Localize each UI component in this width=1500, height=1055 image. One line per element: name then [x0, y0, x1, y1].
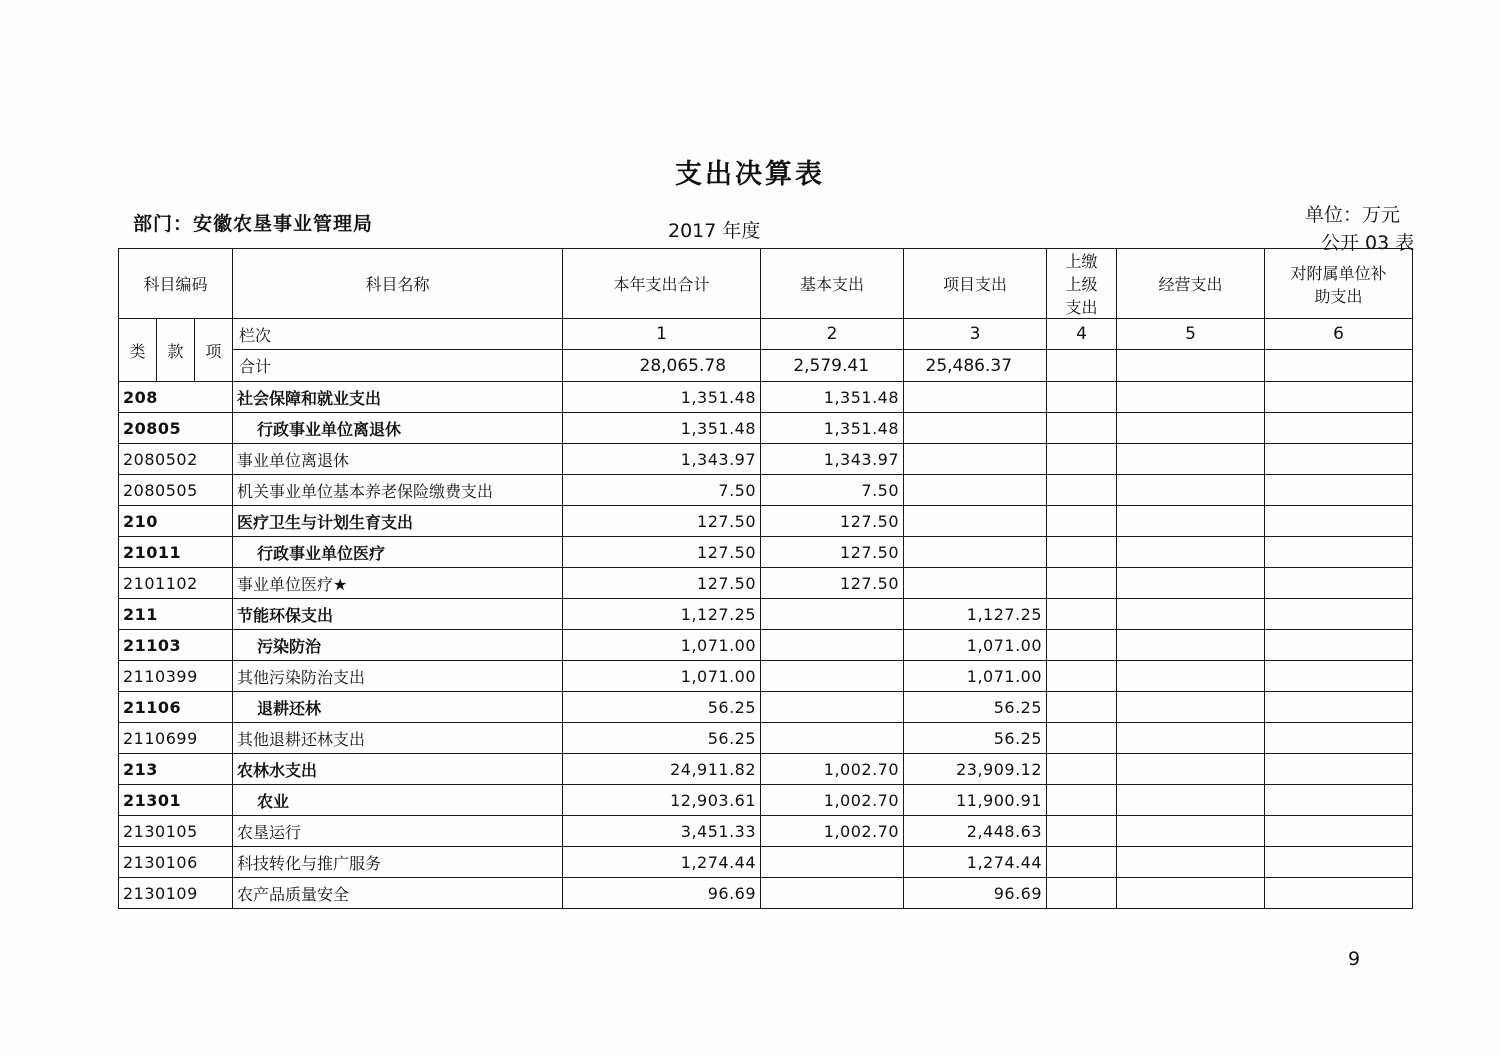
row-project	[904, 444, 1047, 475]
row-project	[904, 382, 1047, 413]
expenditure-table	[118, 248, 1413, 909]
header-code-group: 科目编码	[119, 249, 233, 319]
col1-and-total	[563, 319, 761, 382]
total-row-project: 25,486.37	[925, 355, 1013, 376]
total-row-basic: 2,579.41	[793, 355, 870, 376]
row-subject-name: 退耕还林	[233, 692, 563, 723]
table-header-row	[119, 249, 1413, 319]
row-project	[904, 537, 1047, 568]
col-index-6: 6	[1265, 319, 1412, 350]
row-subsidy	[1265, 630, 1413, 661]
row-code: 2080505	[119, 475, 233, 506]
table-row	[119, 413, 1413, 444]
row-operating	[1117, 692, 1265, 723]
row-code: 2110399	[119, 661, 233, 692]
row-code: 21103	[119, 630, 233, 661]
header-operating: 经营支出	[1117, 249, 1265, 319]
row-total: 7.50	[563, 475, 761, 506]
row-upper	[1047, 661, 1117, 692]
table-row	[119, 661, 1413, 692]
row-operating	[1117, 568, 1265, 599]
row-code: 20805	[119, 413, 233, 444]
row-subject-name: 行政事业单位离退休	[233, 413, 563, 444]
row-subsidy	[1265, 754, 1413, 785]
row-project: 23,909.12	[904, 754, 1047, 785]
row-operating	[1117, 413, 1265, 444]
row-total: 127.50	[563, 506, 761, 537]
row-subsidy	[1265, 847, 1413, 878]
table-row	[119, 568, 1413, 599]
row-operating	[1117, 723, 1265, 754]
row-project: 11,900.91	[904, 785, 1047, 816]
row-total: 56.25	[563, 723, 761, 754]
col2-and-basic	[761, 319, 904, 382]
row-subsidy	[1265, 878, 1413, 909]
header-upper-line1: 上缴	[1065, 252, 1098, 271]
row-total: 12,903.61	[563, 785, 761, 816]
row-basic: 127.50	[761, 506, 904, 537]
row-subsidy	[1265, 444, 1413, 475]
row-operating	[1117, 506, 1265, 537]
row-subsidy	[1265, 661, 1413, 692]
department-label: 部门：安徽农垦事业管理局	[133, 213, 374, 235]
row-subject-name: 事业单位医疗★	[233, 568, 563, 599]
table-row	[119, 537, 1413, 568]
row-code: 2130109	[119, 878, 233, 909]
row-upper	[1047, 878, 1117, 909]
row-code: 2080502	[119, 444, 233, 475]
table-row	[119, 692, 1413, 723]
row-operating	[1117, 785, 1265, 816]
row-basic	[761, 723, 904, 754]
page-title: 支出决算表	[675, 159, 825, 190]
row-code: 2110699	[119, 723, 233, 754]
row-basic: 7.50	[761, 475, 904, 506]
header-subsidy-line1: 对附属单位补	[1290, 263, 1387, 283]
row-total: 127.50	[563, 537, 761, 568]
row-upper	[1047, 382, 1117, 413]
row-total: 127.50	[563, 568, 761, 599]
lanci-label: 栏次	[233, 319, 562, 350]
row-subject-name: 社会保障和就业支出	[233, 382, 563, 413]
table-row	[119, 754, 1413, 785]
total-row-total: 28,065.78	[639, 355, 727, 376]
header-upper	[1047, 249, 1117, 319]
row-subject-name: 其他污染防治支出	[233, 661, 563, 692]
row-upper	[1047, 630, 1117, 661]
row-subsidy	[1265, 692, 1413, 723]
header-name: 科目名称	[233, 249, 563, 319]
row-project	[904, 568, 1047, 599]
table-row	[119, 444, 1413, 475]
col3-and-project	[904, 319, 1047, 382]
row-code: 21301	[119, 785, 233, 816]
table-row	[119, 506, 1413, 537]
row-project: 56.25	[904, 723, 1047, 754]
row-code: 2130106	[119, 847, 233, 878]
header-project: 项目支出	[904, 249, 1047, 319]
row-project	[904, 413, 1047, 444]
row-project: 2,448.63	[904, 816, 1047, 847]
row-basic: 127.50	[761, 537, 904, 568]
row-subject-name: 机关事业单位基本养老保险缴费支出	[233, 475, 563, 506]
row-total: 1,071.00	[563, 630, 761, 661]
row-total: 96.69	[563, 878, 761, 909]
row-subject-name: 其他退耕还林支出	[233, 723, 563, 754]
row-upper	[1047, 537, 1117, 568]
row-basic: 127.50	[761, 568, 904, 599]
header-subsidy-line2: 助支出	[1314, 286, 1363, 306]
row-subject-name: 农林水支出	[233, 754, 563, 785]
row-upper	[1047, 847, 1117, 878]
total-row-subsidy	[1265, 350, 1412, 381]
row-subject-name: 事业单位离退休	[233, 444, 563, 475]
header-upper-line2: 上级	[1065, 275, 1098, 294]
row-subsidy	[1265, 537, 1413, 568]
row-subsidy	[1265, 816, 1413, 847]
row-operating	[1117, 630, 1265, 661]
row-basic: 1,351.48	[761, 382, 904, 413]
lanci-and-total-label	[233, 319, 563, 382]
row-subsidy	[1265, 599, 1413, 630]
row-subject-name: 污染防治	[233, 630, 563, 661]
col5-and-operating	[1117, 319, 1265, 382]
row-upper	[1047, 413, 1117, 444]
row-basic	[761, 692, 904, 723]
total-row-label: 合计	[239, 357, 272, 376]
row-upper	[1047, 785, 1117, 816]
row-upper	[1047, 475, 1117, 506]
row-total: 56.25	[563, 692, 761, 723]
table-row	[119, 723, 1413, 754]
table-subheader-row	[119, 319, 1413, 382]
col-index-5: 5	[1117, 319, 1264, 350]
unit-label: 单位：万元	[1305, 204, 1401, 226]
row-operating	[1117, 382, 1265, 413]
row-total: 1,343.97	[563, 444, 761, 475]
row-subsidy	[1265, 723, 1413, 754]
row-project	[904, 475, 1047, 506]
row-code: 208	[119, 382, 233, 413]
row-subsidy	[1265, 506, 1413, 537]
row-subject-name: 医疗卫生与计划生育支出	[233, 506, 563, 537]
row-operating	[1117, 754, 1265, 785]
row-subsidy	[1265, 382, 1413, 413]
table-row	[119, 630, 1413, 661]
header-kuan: 款	[157, 319, 195, 382]
row-subsidy	[1265, 785, 1413, 816]
row-operating	[1117, 444, 1265, 475]
row-subsidy	[1265, 413, 1413, 444]
row-code: 21106	[119, 692, 233, 723]
row-code: 2101102	[119, 568, 233, 599]
row-project: 1,127.25	[904, 599, 1047, 630]
table-row	[119, 878, 1413, 909]
row-subject-name: 农垦运行	[233, 816, 563, 847]
row-upper	[1047, 444, 1117, 475]
row-operating	[1117, 599, 1265, 630]
row-subject-name: 农产品质量安全	[233, 878, 563, 909]
row-upper	[1047, 754, 1117, 785]
row-subject-name: 行政事业单位医疗	[233, 537, 563, 568]
row-project: 96.69	[904, 878, 1047, 909]
row-project: 1,071.00	[904, 630, 1047, 661]
table-row	[119, 475, 1413, 506]
row-basic	[761, 630, 904, 661]
row-basic	[761, 661, 904, 692]
row-project: 1,071.00	[904, 661, 1047, 692]
row-subject-name: 科技转化与推广服务	[233, 847, 563, 878]
row-code: 213	[119, 754, 233, 785]
row-basic	[761, 878, 904, 909]
row-upper	[1047, 599, 1117, 630]
header-basic: 基本支出	[761, 249, 904, 319]
col6-and-subsidy	[1265, 319, 1413, 382]
col-index-2: 2	[761, 319, 903, 350]
row-code: 2130105	[119, 816, 233, 847]
row-basic	[761, 847, 904, 878]
row-subject-name: 节能环保支出	[233, 599, 563, 630]
row-upper	[1047, 568, 1117, 599]
total-row-upper	[1047, 350, 1116, 381]
col4-and-upper	[1047, 319, 1117, 382]
form-number: 公开 03 表	[1321, 232, 1415, 254]
header-total: 本年支出合计	[563, 249, 761, 319]
row-basic: 1,002.70	[761, 754, 904, 785]
row-subsidy	[1265, 475, 1413, 506]
row-project: 1,274.44	[904, 847, 1047, 878]
table-row	[119, 847, 1413, 878]
row-total: 1,274.44	[563, 847, 761, 878]
table-row	[119, 599, 1413, 630]
row-operating	[1117, 661, 1265, 692]
row-operating	[1117, 537, 1265, 568]
row-basic: 1,002.70	[761, 785, 904, 816]
row-total: 1,127.25	[563, 599, 761, 630]
row-total: 1,351.48	[563, 413, 761, 444]
row-total: 24,911.82	[563, 754, 761, 785]
col-index-4: 4	[1047, 319, 1116, 350]
row-subject-name: 农业	[233, 785, 563, 816]
table-row	[119, 785, 1413, 816]
row-operating	[1117, 816, 1265, 847]
row-upper	[1047, 816, 1117, 847]
col-index-3: 3	[904, 319, 1046, 350]
row-total: 3,451.33	[563, 816, 761, 847]
col-index-1: 1	[563, 319, 760, 350]
row-upper	[1047, 692, 1117, 723]
row-code: 210	[119, 506, 233, 537]
row-project	[904, 506, 1047, 537]
row-upper	[1047, 506, 1117, 537]
header-subsidy	[1265, 249, 1413, 319]
row-subsidy	[1265, 568, 1413, 599]
header-xiang: 项	[195, 319, 233, 382]
row-operating	[1117, 847, 1265, 878]
row-code: 21011	[119, 537, 233, 568]
table-row	[119, 382, 1413, 413]
row-basic	[761, 599, 904, 630]
row-total: 1,351.48	[563, 382, 761, 413]
total-row-operating	[1117, 350, 1264, 381]
row-operating	[1117, 878, 1265, 909]
header-lei: 类	[119, 319, 157, 382]
row-basic: 1,002.70	[761, 816, 904, 847]
row-project: 56.25	[904, 692, 1047, 723]
row-code: 211	[119, 599, 233, 630]
row-basic: 1,351.48	[761, 413, 904, 444]
header-upper-line3: 支出	[1065, 298, 1098, 317]
fiscal-year: 2017 年度	[668, 220, 761, 242]
page-number: 9	[1348, 948, 1361, 970]
row-upper	[1047, 723, 1117, 754]
table-row	[119, 816, 1413, 847]
row-operating	[1117, 475, 1265, 506]
row-basic: 1,343.97	[761, 444, 904, 475]
row-total: 1,071.00	[563, 661, 761, 692]
